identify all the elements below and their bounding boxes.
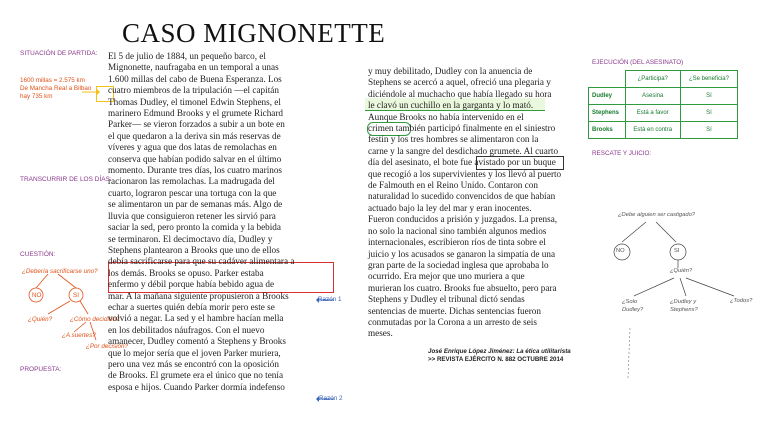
column-2-line: murieran los cuatro. Brooks fue absuelto, pero para xyxy=(368,282,557,293)
column-2-line: festín y los tres hombres se alimentaron con la xyxy=(368,134,539,145)
ejecucion-heading: EJECUCIÓN (DEL ASESINATO) xyxy=(592,59,684,66)
arrow-millas xyxy=(80,86,100,98)
column-1-line: esposa e hijos. Cuando Parker dormía indefenso xyxy=(108,381,285,392)
column-2-line: ocurrido. Era mejor que uno muriera a que xyxy=(368,271,525,282)
table-row-name: Dudley xyxy=(589,88,626,105)
column-1-line: Parker— se vieron forzados a subir a un bote en xyxy=(108,119,285,130)
column-2-line: y muy debilitado, Dudley con la anuencia de xyxy=(368,66,533,76)
cuestion-quien: ¿Quién? xyxy=(28,316,53,323)
column-2-line: internacionales, escribieron ríos de tinta sobre el xyxy=(368,237,546,248)
cuestion-no: NO xyxy=(32,292,42,299)
cuestion-por-decision: ¿Por decisión? xyxy=(86,343,128,350)
column-2-line: conmutadas por la Corona a un arresto de seis xyxy=(368,316,537,327)
option-line: ¿Solo xyxy=(622,299,638,305)
option-line: Dudley? xyxy=(622,307,644,313)
column-1-line: de Brooks. El grumete era el único que no tenía xyxy=(108,370,284,381)
cuestion-question: ¿Debería sacrificarse uno? xyxy=(22,268,98,275)
column-1-line: racionaron las remolachas. La madrugada del xyxy=(108,176,275,187)
rescate-no: NO xyxy=(616,248,625,254)
column-1-line: debía sacrificarse para que su cadáver alimentara a xyxy=(108,256,295,267)
tree-edge xyxy=(634,278,674,296)
column-2-line: carne y la sangre del desdichado grumete. Al cuarto xyxy=(368,145,559,156)
column-2-line: gran parte de la sociedad inglesa que aprobaba lo xyxy=(368,259,549,270)
note-line: 1600 millas = 2.575 km xyxy=(20,77,85,84)
table-cell: Está en contra xyxy=(625,122,680,139)
column-2-line: meses. xyxy=(368,328,393,339)
tree-edge xyxy=(36,274,48,288)
ejecucion-table xyxy=(588,70,738,139)
column-1-line: los demás. Brooks se opuso. Parker estaba xyxy=(108,267,264,278)
option-line: ¿Dudley y xyxy=(670,299,697,305)
column-1-line: el que quedaron a la deriva sin más reservas de xyxy=(108,130,281,141)
column-1-line: cuatro miembros de la tripulación —el capitán xyxy=(108,85,279,96)
label-cuestion: CUESTIÓN: xyxy=(20,251,56,258)
table-row-name: Brooks xyxy=(589,122,626,139)
column-1-line: lluvia que consiguieron retener les sirvió para xyxy=(108,210,276,221)
column-1-line: El 5 de julio de 1884, un pequeño barco, el xyxy=(108,51,266,61)
table-cell: Sí xyxy=(680,105,737,122)
column-2-line: le clavó un cuchillo en la garganta y lo mató. xyxy=(368,100,534,111)
table-header-cell: ¿Participa? xyxy=(625,71,680,88)
column-2-line: Fueron conducidos a prisión y juzgados. La prensa, xyxy=(368,214,558,225)
column-2-line: de Falmouth en el Reino Unido. Contaron con xyxy=(368,180,538,191)
cuestion-a-suertes: ¿A suertes? xyxy=(62,332,96,339)
note-line: De Mancha Real a Bilbao xyxy=(20,85,92,92)
rescate-si: SI xyxy=(674,248,680,254)
page-title: CASO MIGNONETTE xyxy=(122,18,386,48)
source-credit xyxy=(428,348,571,364)
table-corner-cell xyxy=(589,71,626,88)
column-2-line: Aunque Brooks no había intervenido en el xyxy=(368,111,524,122)
column-1-line: Stephens plantearon a Brooks que uno de ellos xyxy=(108,244,280,255)
column-1-line: volvió a negar. La sed y el hambre hacían mella xyxy=(108,313,284,324)
column-1-line: saciar la sed, pero pronto la comida y la bebida xyxy=(108,222,281,233)
tree-edge xyxy=(680,278,686,296)
column-1-line: en los debilitados náufragos. Con el nuevo xyxy=(108,324,265,335)
credit-source: >> REVISTA EJÉRCITO N. 882 OCTUBRE 2014 xyxy=(428,356,564,363)
table-cell: Sí xyxy=(680,88,737,105)
tree-edge xyxy=(58,274,76,288)
column-1-line: Mignonette, naufragaba en un temporal a unas xyxy=(108,62,279,73)
tree-edge xyxy=(686,278,734,296)
column-1-line: víveres y agua que dos latas de remolachas en xyxy=(108,142,277,153)
column-2-line: Stephens y Dudley el tribunal dictó sendas xyxy=(368,294,525,305)
column-1-line: cuarto, lograron pescar una tortuga con la que xyxy=(108,187,277,198)
column-1-line: mar. A la mañana siguiente propusieron a Brooks xyxy=(108,290,289,301)
column-1-line: Thomas Dudley, el timonel Edwin Stephens, el xyxy=(108,96,281,107)
table-header-row xyxy=(589,71,738,88)
option-line: Stephens? xyxy=(670,307,698,313)
column-2-line: no solo la nacional sino también algunos medios xyxy=(368,225,547,236)
table-row xyxy=(589,88,738,105)
rescate-heading: RESCATE Y JUICIO: xyxy=(592,150,652,157)
table-row xyxy=(589,105,738,122)
column-2-line: juicio y los acusados se ganaron la simpatía de una xyxy=(368,248,556,259)
column-2-line: naturalidad lo sucedido convencidos de que habían xyxy=(368,191,556,202)
rescate-solo-dudley xyxy=(622,298,643,314)
column-1-line: amanecer, Dudley comentó a Stephens y Brooks xyxy=(108,336,286,347)
column-1-line: se alimentaron un par de semanas más. Algo de xyxy=(108,199,283,210)
label-propuesta: PROPUESTA: xyxy=(20,366,62,373)
tree-dashed-edge xyxy=(628,328,630,378)
table-cell: Sí xyxy=(680,122,737,139)
label-transcurrir: TRANSCURRIR DE LOS DÍAS: xyxy=(20,176,112,183)
column-2-line: Stephens se acercó a aquel, ofreció una plegaria y xyxy=(368,77,551,88)
column-1-line: momento. Durante tres días, los cuatro marinos xyxy=(108,165,283,176)
arrow-head xyxy=(97,89,100,95)
column-2-line: que recogió a los supervivientes y los llevó al puerto xyxy=(368,168,562,179)
credit-author: José Enrique López Jiménez: La ética utilitarista xyxy=(428,348,571,355)
rescate-question: ¿Debe alguien ser castigado? xyxy=(618,212,696,218)
column-2-line: sentencias de muerte. Dichas sentencias fueron xyxy=(368,305,541,316)
table-row-name: Stephens xyxy=(589,105,626,122)
razon-1-label: Razón 1 xyxy=(318,296,342,303)
article-column-2 xyxy=(368,66,561,340)
table-header-cell: ¿Se beneficia? xyxy=(680,71,737,88)
column-1-line: echar a suertes quién debía morir pero este se xyxy=(108,301,275,312)
column-2-line: diciéndole al muchacho que había llegado su hora xyxy=(368,88,552,99)
tree-edge xyxy=(622,222,646,242)
tree-edge xyxy=(48,301,70,314)
column-1-line: enfermo y débil porque había bebido agua de xyxy=(108,279,275,290)
note-line: hay 735 km xyxy=(20,93,53,100)
column-2-line: actuado bajo la ley del mar y eran inocentes. xyxy=(368,202,532,213)
column-1-line: que lo mejor sería que el joven Parker muriera, xyxy=(108,347,281,358)
table-row xyxy=(589,122,738,139)
tree-edge xyxy=(656,222,676,242)
razon-2-label: Razón 2 xyxy=(319,395,343,402)
column-2-line: crimen también participó finalmente en el siniestro xyxy=(368,123,556,134)
table-cell: Está a favor xyxy=(625,105,680,122)
column-1-line: marinero Edmund Brooks y el grumete Richard xyxy=(108,108,284,119)
label-situacion: SITUACIÓN DE PARTIDA: xyxy=(20,50,98,57)
rescate-quien: ¿Quién? xyxy=(670,268,693,274)
column-1-line: se terminaron. El decimoctavo día, Dudley y xyxy=(108,233,273,244)
column-1-line: conserva que habían podido salvar en el último xyxy=(108,153,282,164)
article-column-1 xyxy=(108,51,294,393)
column-1-line: pero una vez más se encontró con la oposición xyxy=(108,358,279,369)
table-cell: Asesina xyxy=(625,88,680,105)
cuestion-si: SI xyxy=(73,292,79,299)
rescate-dudley-stephens xyxy=(670,298,698,314)
tree-edge xyxy=(80,301,88,314)
column-2-line: día del asesinato, el bote fue avistado por un buque xyxy=(368,157,556,168)
cuestion-como: ¿Cómo decidirlo? xyxy=(70,316,120,323)
rescate-todos: ¿Todos? xyxy=(730,298,753,304)
column-1-line: 1.600 millas del cabo de Buena Esperanza. Los xyxy=(108,73,282,84)
